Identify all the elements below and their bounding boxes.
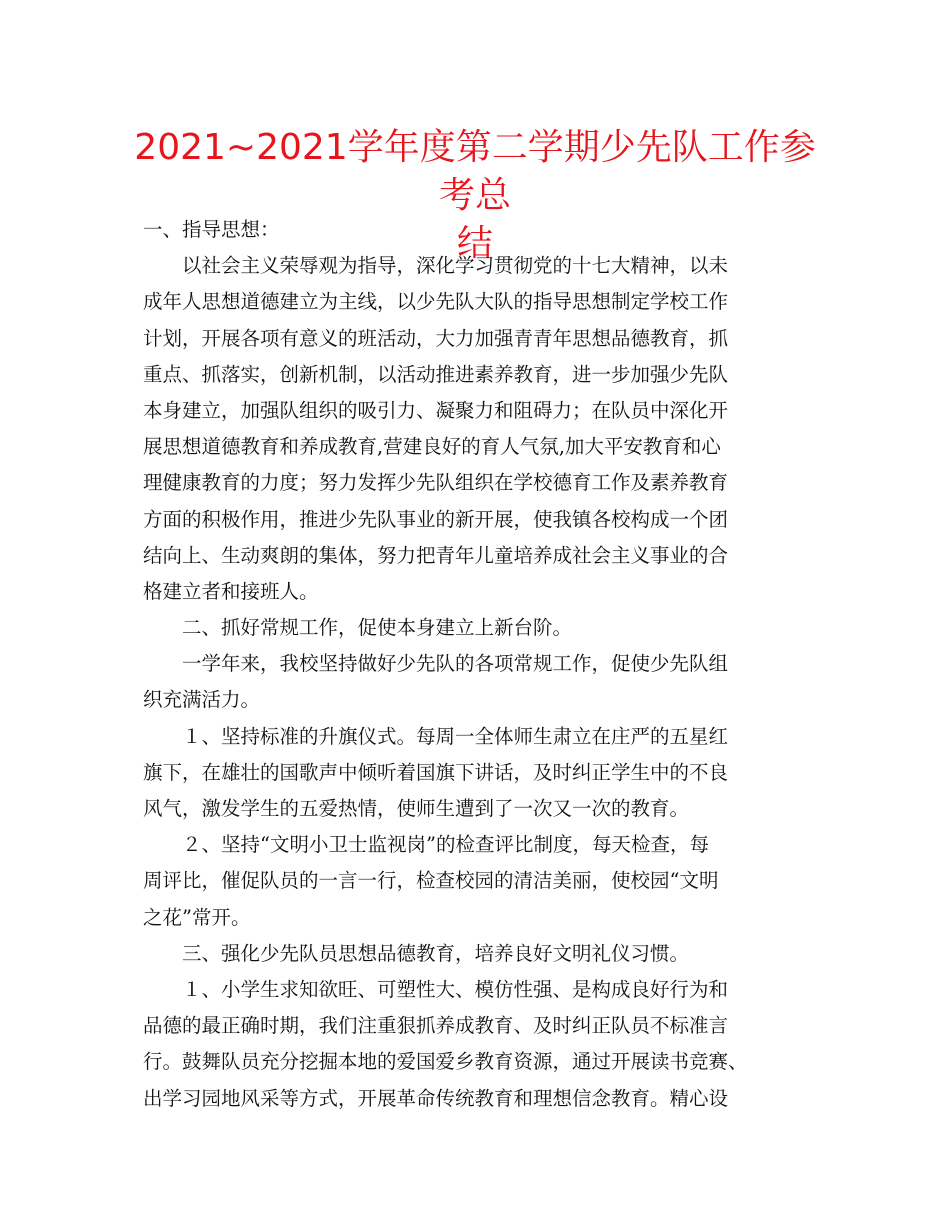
- body-line: 理健康教育的力度；努力发挥少先队组织在学校德育工作及素养教育: [143, 471, 729, 495]
- body-line: 一学年来，我校坚持做好少先队的各项常规工作，促使少先队组: [143, 652, 729, 676]
- body-line: 一、指导思想：: [143, 218, 280, 241]
- body-line: 之花”常开。: [143, 905, 251, 929]
- body-line: 以社会主义荣辱观为指导，深化学习贯彻党的十七大精神，以未: [143, 254, 729, 278]
- body-line: 三、强化少先队员思想品德教育，培养良好文明礼仪习惯。: [143, 941, 690, 965]
- title-line-1: 2021~2021学年度第二学期少先队工作参考总: [134, 127, 816, 216]
- body-line: 结向上、生动爽朗的集体，努力把青年儿童培养成社会主义事业的合: [143, 543, 729, 567]
- body-line: 旗下，在雄壮的国歌声中倾听着国旗下讲话，及时纠正学生中的不良: [143, 760, 729, 784]
- body-line: ２、坚持“文明小卫士监视岗”的检查评比制度，每天检查，每: [143, 833, 709, 857]
- document-body: [143, 212, 813, 1117]
- body-line: 出学习园地风采等方式，开展革命传统教育和理想信念教育。精心设: [143, 1086, 729, 1110]
- body-line: 展思想道德教育和养成教育,营建良好的育人气氛,加大平安教育和心: [143, 435, 721, 459]
- body-line: 格建立者和接班人。: [143, 579, 319, 603]
- title-line-2: 结: [456, 223, 493, 264]
- body-line: １、小学生求知欲旺、可塑性大、模仿性强、是构成良好行为和: [143, 977, 729, 1001]
- body-line: 重点、抓落实，创新机制，以活动推进素养教育，进一步加强少先队: [143, 362, 729, 386]
- body-line: 本身建立，加强队组织的吸引力、凝聚力和阻碍力；在队员中深化开: [143, 398, 729, 422]
- body-line: 二、抓好常规工作，促使本身建立上新台阶。: [143, 616, 573, 640]
- body-line: 成年人思想道德建立为主线，以少先队大队的指导思想制定学校工作: [143, 290, 729, 314]
- body-line: 织充满活力。: [143, 688, 261, 712]
- body-line: 计划，开展各项有意义的班活动，大力加强青青年思想品德教育，抓: [143, 326, 729, 350]
- body-line: 方面的积极作用，推进少先队事业的新开展，使我镇各校构成一个团: [143, 507, 729, 531]
- body-line: 周评比，催促队员的一言一行，检查校园的清洁美丽，使校园“文明: [143, 869, 719, 893]
- body-line: １、坚持标准的升旗仪式。每周一全体师生肃立在庄严的五星红: [143, 724, 729, 748]
- body-line: 行。鼓舞队员充分挖掘本地的爱国爱乡教育资源，通过开展读书竞赛、: [143, 1050, 748, 1074]
- body-line: 品德的最正确时期，我们注重狠抓养成教育、及时纠正队员不标准言: [143, 1014, 729, 1038]
- body-line: 风气，激发学生的五爱热情，使师生遭到了一次又一次的教育。: [143, 797, 690, 820]
